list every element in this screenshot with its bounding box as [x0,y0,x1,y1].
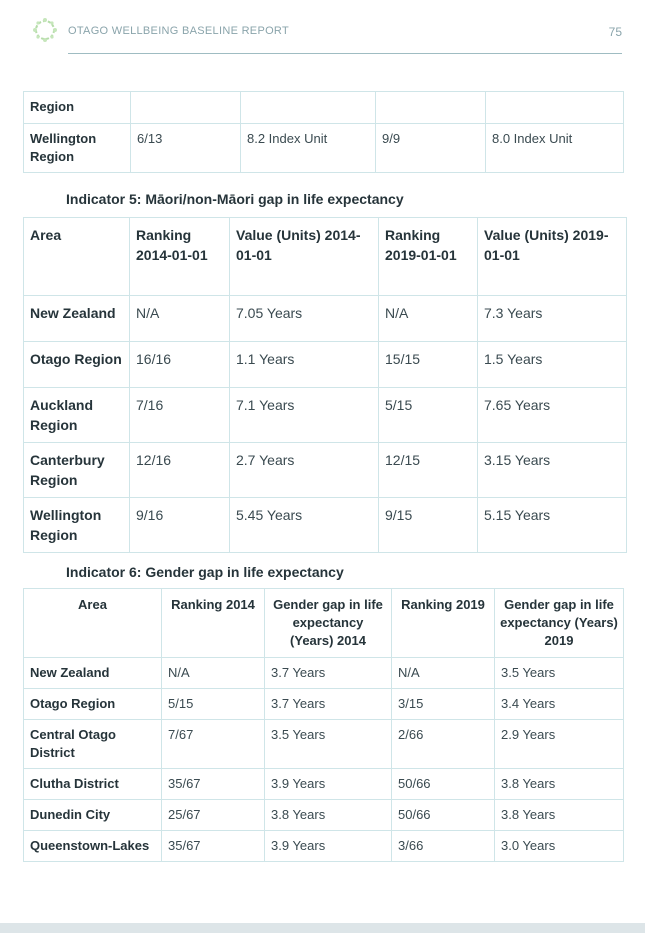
table-cell: 3.5 Years [265,720,392,769]
table-cell: 8.0 Index Unit [486,124,624,173]
table-cell: N/A [130,296,230,342]
indicator-5-table [23,217,627,553]
table-cell: 15/15 [379,342,478,388]
indicator-5-title: Indicator 5: Māori/non-Māori gap in life expectancy [66,191,404,207]
table-cell: New Zealand [24,296,130,342]
table-cell: 3.7 Years [265,658,392,689]
indicator-6-title: Indicator 6: Gender gap in life expectancy [66,564,344,580]
table-cell [131,92,241,124]
table-row [24,658,624,689]
table-cell: 3.9 Years [265,831,392,862]
table-cell: Dunedin City [24,800,162,831]
column-header: Gender gap in life expectancy (Years) 2019 [495,589,624,658]
table-cell: Clutha District [24,769,162,800]
table-cell: Queenstown-Lakes [24,831,162,862]
table-cell: 3.7 Years [265,689,392,720]
table-header-row [24,218,627,296]
table-cell: 9/9 [376,124,486,173]
table-row [24,831,624,862]
table-cell: N/A [392,658,495,689]
table-cell: 2/66 [392,720,495,769]
table-cell: 16/16 [130,342,230,388]
table-cell: 5/15 [379,388,478,443]
table-cell: N/A [379,296,478,342]
table-row [24,720,624,769]
table-cell: 50/66 [392,800,495,831]
footer-bar [0,923,645,933]
table-cell: 3.15 Years [478,443,627,498]
column-header: Value (Units) 2014-01-01 [230,218,379,296]
table-cell: 7/16 [130,388,230,443]
indicator-6-table [23,588,624,862]
table-cell: 1.1 Years [230,342,379,388]
table-cell: 7.1 Years [230,388,379,443]
table-row [24,498,627,553]
table-row [24,689,624,720]
column-header: Value (Units) 2019-01-01 [478,218,627,296]
wreath-logo-icon [32,17,58,43]
column-header: Area [24,218,130,296]
table-cell: 7/67 [162,720,265,769]
table-cell: 25/67 [162,800,265,831]
table-cell: 5/15 [162,689,265,720]
report-title: OTAGO WELLBEING BASELINE REPORT [68,25,290,37]
table-cell [486,92,624,124]
table-row [24,769,624,800]
table-cell: 9/16 [130,498,230,553]
table-cell: 12/16 [130,443,230,498]
column-header: Area [24,589,162,658]
table-cell: 2.7 Years [230,443,379,498]
table-cell: 1.5 Years [478,342,627,388]
table-cell: 35/67 [162,831,265,862]
table-cell: Otago Region [24,689,162,720]
table-row [24,296,627,342]
table-cell: 3.9 Years [265,769,392,800]
table-cell: 6/13 [131,124,241,173]
column-header: Ranking 2019-01-01 [379,218,478,296]
column-header: Ranking 2014 [162,589,265,658]
table-cell: Wellington Region [24,498,130,553]
table-cell: 3/15 [392,689,495,720]
table-cell: 12/15 [379,443,478,498]
header-divider [68,53,622,54]
table-cell: 7.65 Years [478,388,627,443]
table-cell: New Zealand [24,658,162,689]
table-cell: Central Otago District [24,720,162,769]
table-cell: Wellington Region [24,124,131,173]
table-cell: 2.9 Years [495,720,624,769]
table-cell: 5.45 Years [230,498,379,553]
table-row [24,92,624,124]
table-row [24,800,624,831]
page-header [0,0,645,60]
table-header-row [24,589,624,658]
column-header: Ranking 2014-01-01 [130,218,230,296]
column-header: Ranking 2019 [392,589,495,658]
table-row [24,388,627,443]
table-cell: 3.0 Years [495,831,624,862]
table-cell: 35/67 [162,769,265,800]
table-cell: 9/15 [379,498,478,553]
column-header: Gender gap in life expectancy (Years) 2014 [265,589,392,658]
table-cell: 3.5 Years [495,658,624,689]
table-cell: Otago Region [24,342,130,388]
table-cell: 5.15 Years [478,498,627,553]
table-row [24,342,627,388]
table-cell: 3.4 Years [495,689,624,720]
table-row [24,124,624,173]
page-number: 75 [608,25,622,39]
table-cell: 50/66 [392,769,495,800]
table-cell: 7.3 Years [478,296,627,342]
table-cell: 3.8 Years [495,769,624,800]
table-row [24,443,627,498]
table-cell: Auckland Region [24,388,130,443]
table-cell: 8.2 Index Unit [241,124,376,173]
table-cell: 3.8 Years [265,800,392,831]
table-cell [241,92,376,124]
table-cell: 3/66 [392,831,495,862]
table-cell: N/A [162,658,265,689]
table-cell: Canterbury Region [24,443,130,498]
table-cell: 7.05 Years [230,296,379,342]
continued-table [23,91,624,173]
table-cell: Region [24,92,131,124]
table-cell: 3.8 Years [495,800,624,831]
table-cell [376,92,486,124]
